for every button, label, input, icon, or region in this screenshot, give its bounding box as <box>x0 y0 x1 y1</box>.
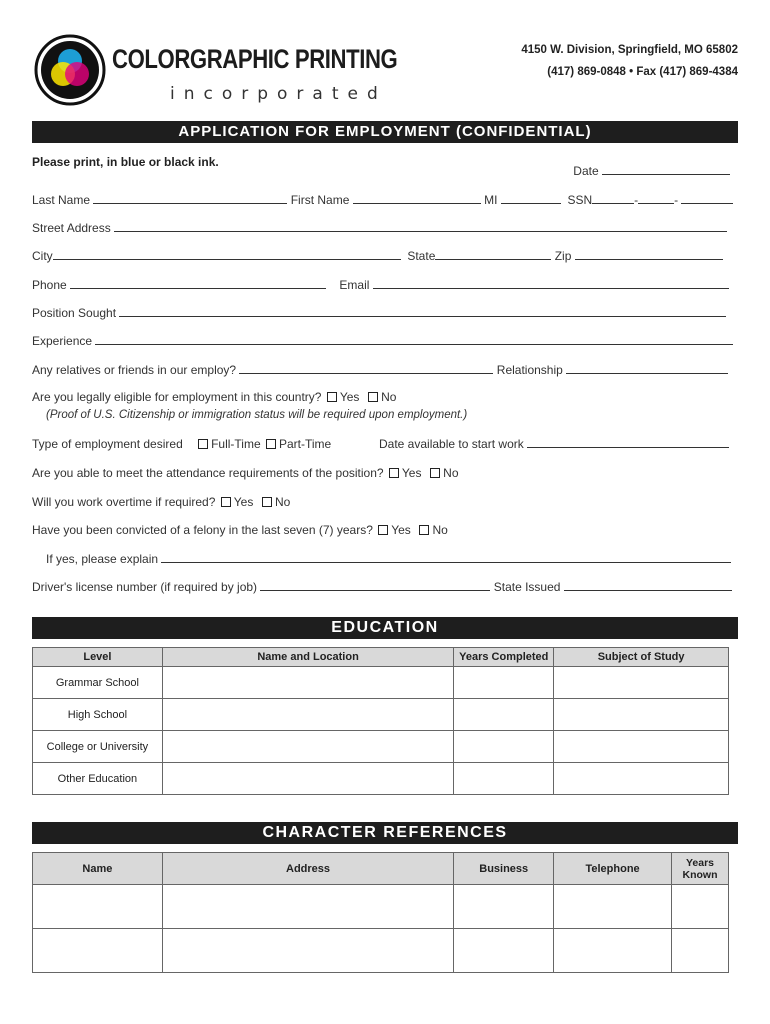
education-name-cell[interactable] <box>162 699 454 731</box>
education-header-level: Level <box>33 648 163 667</box>
form-title: APPLICATION FOR EMPLOYMENT (CONFIDENTIAL) <box>32 121 738 143</box>
felony-row[interactable]: Have you been convicted of a felony in the last seven (7) years? Yes No <box>32 523 448 537</box>
license-row[interactable]: Driver's license number (if required by job) State Issued <box>32 580 732 594</box>
instructions: Please print, in blue or black ink. <box>32 155 219 169</box>
attendance-yes-checkbox[interactable] <box>389 468 399 478</box>
eligible-yes-checkbox[interactable] <box>327 392 337 402</box>
phone-email-row[interactable]: Phone Email <box>32 278 729 292</box>
full-time-checkbox[interactable] <box>198 439 208 449</box>
logo-icon <box>34 34 106 106</box>
reference-telephone-cell[interactable] <box>554 885 672 929</box>
company-subtitle: incorporated <box>170 84 387 104</box>
table-row <box>33 929 729 973</box>
reference-business-cell[interactable] <box>454 929 554 973</box>
eligible-no-checkbox[interactable] <box>368 392 378 402</box>
table-row <box>33 667 729 699</box>
name-row[interactable]: Last Name First Name MI SSN - - <box>32 193 733 207</box>
education-level: Other Education <box>33 763 163 795</box>
education-years-cell[interactable] <box>454 667 554 699</box>
education-name-cell[interactable] <box>162 667 454 699</box>
reference-years-cell[interactable] <box>672 885 729 929</box>
education-level: College or University <box>33 731 163 763</box>
education-level: High School <box>33 699 163 731</box>
experience-field[interactable]: Experience <box>32 334 733 348</box>
city-state-zip-row[interactable]: City State Zip <box>32 249 723 263</box>
overtime-no-checkbox[interactable] <box>262 497 272 507</box>
company-address: 4150 W. Division, Springfield, MO 65802 <box>521 44 738 56</box>
table-row <box>33 885 729 929</box>
education-years-cell[interactable] <box>454 763 554 795</box>
education-header-years: Years Completed <box>454 648 554 667</box>
education-table <box>32 647 729 795</box>
references-header-years-known: Years Known <box>672 853 729 885</box>
education-name-cell[interactable] <box>162 731 454 763</box>
education-subject-cell[interactable] <box>554 699 729 731</box>
position-sought-field[interactable]: Position Sought <box>32 306 726 320</box>
references-header-address: Address <box>162 853 453 885</box>
reference-name-cell[interactable] <box>33 929 163 973</box>
relatives-row[interactable]: Any relatives or friends in our employ? Relationship <box>32 363 728 377</box>
references-header-name: Name <box>33 853 163 885</box>
references-header-telephone: Telephone <box>554 853 672 885</box>
references-title: CHARACTER REFERENCES <box>32 822 738 844</box>
date-available-field[interactable]: Date available to start work <box>379 437 729 451</box>
eligibility-row[interactable]: Are you legally eligible for employment in this country? Yes No <box>32 390 397 404</box>
date-field[interactable]: Date <box>573 164 730 178</box>
table-row <box>33 699 729 731</box>
education-subject-cell[interactable] <box>554 667 729 699</box>
eligibility-note: (Proof of U.S. Citizenship or immigration status will be required upon employment.) <box>46 409 468 421</box>
attendance-no-checkbox[interactable] <box>430 468 440 478</box>
felony-no-checkbox[interactable] <box>419 525 429 535</box>
education-years-cell[interactable] <box>454 699 554 731</box>
reference-address-cell[interactable] <box>162 885 453 929</box>
education-header-name-location: Name and Location <box>162 648 454 667</box>
company-contact: (417) 869-0848 • Fax (417) 869-4384 <box>547 66 738 78</box>
education-level: Grammar School <box>33 667 163 699</box>
education-name-cell[interactable] <box>162 763 454 795</box>
table-row <box>33 763 729 795</box>
overtime-yes-checkbox[interactable] <box>221 497 231 507</box>
references-table <box>32 852 729 973</box>
reference-telephone-cell[interactable] <box>554 929 672 973</box>
company-name: COLORGRAPHIC PRINTING <box>112 44 398 74</box>
education-title: EDUCATION <box>32 617 738 639</box>
felony-yes-checkbox[interactable] <box>378 525 388 535</box>
reference-years-cell[interactable] <box>672 929 729 973</box>
references-header-business: Business <box>454 853 554 885</box>
education-years-cell[interactable] <box>454 731 554 763</box>
education-header-subject: Subject of Study <box>554 648 729 667</box>
street-address-field[interactable]: Street Address <box>32 221 727 235</box>
education-subject-cell[interactable] <box>554 763 729 795</box>
overtime-row[interactable]: Will you work overtime if required? Yes No <box>32 495 291 509</box>
employment-type-row[interactable]: Type of employment desired Full-Time Part-Time <box>32 437 332 451</box>
part-time-checkbox[interactable] <box>266 439 276 449</box>
attendance-row[interactable]: Are you able to meet the attendance requirements of the position? Yes No <box>32 466 459 480</box>
reference-address-cell[interactable] <box>162 929 453 973</box>
felony-explain-field[interactable]: If yes, please explain <box>46 552 731 566</box>
education-subject-cell[interactable] <box>554 731 729 763</box>
reference-name-cell[interactable] <box>33 885 163 929</box>
table-row <box>33 731 729 763</box>
reference-business-cell[interactable] <box>454 885 554 929</box>
